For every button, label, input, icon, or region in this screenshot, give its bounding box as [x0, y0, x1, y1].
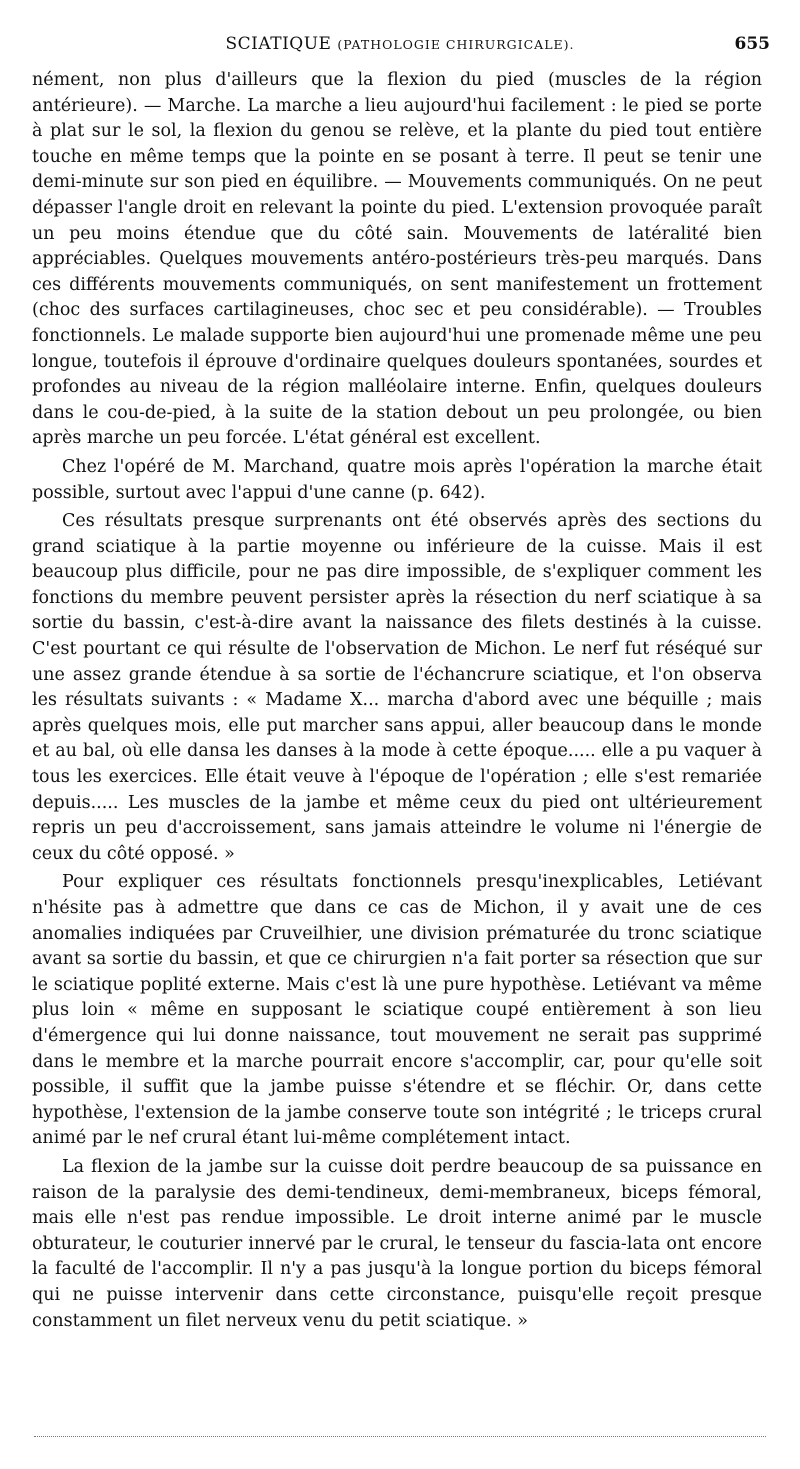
paragraph-5: La flexion de la jambe sur la cuisse doit perdre beaucoup de sa puissance en raison de la paralysie des demi-tendineux, demi-membraneux, biceps fémoral, mais elle n'est pas rendue impossible. Le droit interne animé par le muscle obturateur, le couturier innervé par le crural, le tenseur du fascia-lata ont encore la faculté de l'accomplir. Il n'y a pas jusqu'à la longue portion du biceps fémoral qui ne puisse intervenir dans cette circonstance, puisqu'elle reçoit presque constamment un filet nerveux venu du petit sciatique. »	[32, 1156, 762, 1331]
page-number: 655	[734, 34, 770, 54]
running-header	[30, 34, 770, 58]
running-title	[30, 34, 770, 54]
running-title-main: SCIATIQUE	[225, 34, 338, 54]
paragraph-4: Pour expliquer ces résultats fonctionnels presqu'inexplicables, Letiévant n'hésite pas à admettre que dans ce cas de Michon, il y avait une de ces anomalies indiquées par Cruveilhier, une division prématurée du tronc sciatique avant sa sortie du bassin, et que ce chirurgien n'a fait porter sa résection que sur le sciatique poplité externe. Mais c'est là une pure hypothèse. Letiévant va même plus loin « même en supposant le sciatique coupé entièrement à son lieu d'émergence qui lui donne naissance, tout mouvement ne serait pas supprimé dans le membre et la marche pourrait encore s'accomplir, car, pour qu'elle soit possible, il suffit que la jambe puisse s'étendre et se fléchir. Or, dans cette hypothèse, l'extension de la jambe conserve toute son intégrité ; le triceps crural animé par le nef crural étant lui-même complétement intact.	[32, 872, 762, 1149]
paragraph-1: nément, non plus d'ailleurs que la flexion du pied (muscles de la région antérieure). — Marche. La marche a lieu aujourd'hui facilement : le pied se porte à plat sur le sol, la flexion du genou se relève, et la plante du pied tout entière touche en même temps que la pointe en se posant à terre. Il peut se tenir une demi-minute sur son pied en équilibre. — Mouvements communiqués. On ne peut dépasser l'angle droit en relevant la pointe du pied. L'extension provoquée paraît un peu moins étendue que du côté sain. Mouvements de latéralité bien appréciables. Quelques mouvements antéro-postérieurs très-peu marqués. Dans ces différents mouvements communiqués, on sent manifestement un frottement (choc des surfaces cartilagineuses, choc sec et peu considérable). — Troubles fonctionnels. Le malade supporte bien aujourd'hui une promenade même une peu longue, toutefois il éprouve d'ordinaire quelques douleurs spontanées, sourdes et profondes au niveau de la région malléolaire interne. Enfin, quelques douleurs dans le cou-de-pied, à la suite de la station debout un peu prolongée, ou bien après marche un peu forcée. L'état général est excellent.	[32, 70, 762, 449]
body-text	[32, 68, 762, 1334]
footer-dotted-rule	[34, 1436, 766, 1437]
paragraph-3: Ces résultats presque surprenants ont été observés après des sections du grand sciatique à la partie moyenne ou inférieure de la cuisse. Mais il est beaucoup plus difficile, pour ne pas dire impossible, de s'expliquer comment les fonctions du membre peuvent persister après la résection du nerf sciatique à sa sortie du bassin, c'est-à-dire avant la naissance des filets destinés à la cuisse. C'est pourtant ce qui résulte de l'observation de Michon. Le nerf fut réséqué sur une assez grande étendue à sa sortie de l'échancrure sciatique, et l'on observa les résultats suivants : « Madame X... marcha d'abord avec une béquille ; mais après quelques mois, elle put marcher sans appui, aller beaucoup dans le monde et au bal, où elle dansa les danses à la mode à cette époque..... elle a pu vaquer à tous les exercices. Elle était veuve à l'époque de l'opération ; elle s'est remariée depuis..... Les muscles de la jambe et même ceux du pied ont ultérieurement repris un peu d'accroissement, sans jamais atteindre le volume ni l'énergie de ceux du côté opposé. »	[32, 511, 762, 864]
paragraph-2: Chez l'opéré de M. Marchand, quatre mois après l'opération la marche était possible, surtout avec l'appui d'une canne (p. 642).	[32, 456, 762, 503]
running-title-subtitle: (PATHOLOGIE CHIRURGICALE).	[337, 37, 575, 52]
